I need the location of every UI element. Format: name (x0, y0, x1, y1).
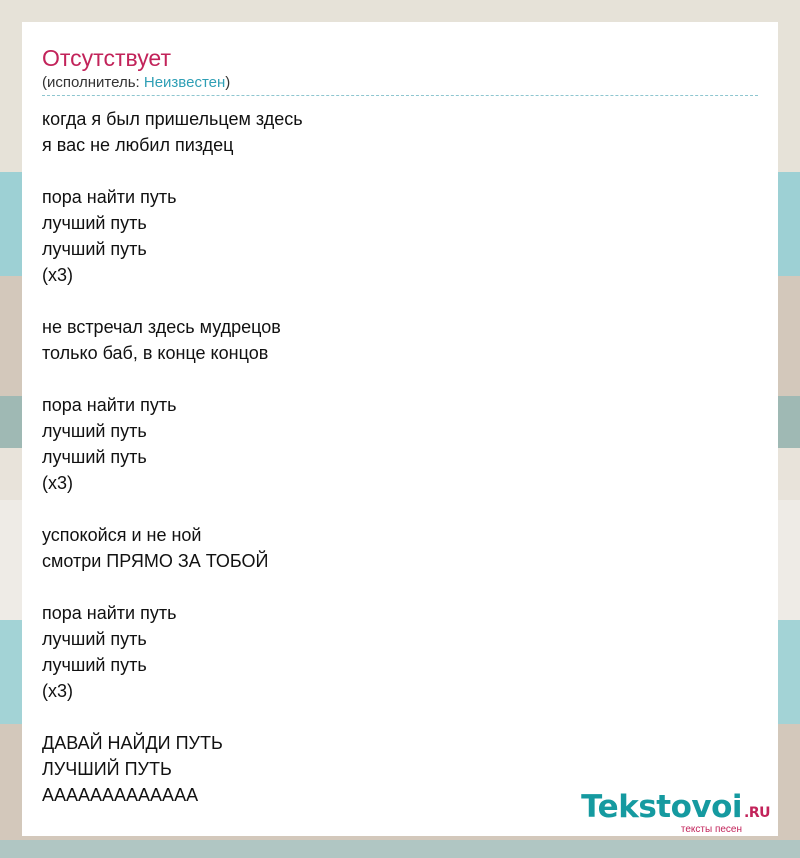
lyric-line: когда я был пришельцем здесь (42, 109, 303, 129)
lyric-line (42, 496, 758, 522)
lyric-line: лучший путь (42, 629, 147, 649)
lyric-line: лучший путь (42, 655, 147, 675)
lyric-line: пора найти путь (42, 395, 177, 415)
lyric-line (42, 288, 758, 314)
song-title: Отсутствует (42, 45, 171, 71)
lyric-line (42, 704, 758, 730)
lyric-line: (x3) (42, 473, 73, 493)
lyric-line: пора найти путь (42, 187, 177, 207)
lyric-line: лучший путь (42, 213, 147, 233)
lyric-line: лучший путь (42, 239, 147, 259)
artist-prefix: (исполнитель: (42, 74, 144, 91)
lyric-line (42, 158, 758, 184)
lyric-line (42, 574, 758, 600)
lyric-line (42, 366, 758, 392)
artist-line (42, 74, 758, 96)
lyric-line: ЛУЧШИЙ ПУТЬ (42, 759, 172, 779)
site-logo[interactable] (581, 790, 770, 836)
lyric-line: (x3) (42, 681, 73, 701)
lyric-line: успокойся и не ной (42, 525, 202, 545)
lyric-line: я вас не любил пиздец (42, 135, 234, 155)
lyric-line: ААААААААААААА (42, 785, 199, 805)
artist-suffix: ) (225, 74, 231, 91)
artist-link[interactable]: Неизвестен (143, 74, 226, 91)
lyrics-text (42, 106, 758, 808)
lyric-line: лучший путь (42, 421, 147, 441)
lyric-line: смотри ПРЯМО ЗА ТОБОЙ (42, 551, 269, 571)
logo-tagline: тексты песен (680, 824, 742, 835)
lyric-line: не встречал здесь мудрецов (42, 317, 281, 337)
logo-tld: .RU (744, 805, 770, 821)
lyric-line: только баб, в конце концов (42, 343, 269, 363)
lyrics-card (22, 22, 778, 836)
lyric-line: ДАВАЙ НАЙДИ ПУТЬ (42, 733, 223, 753)
lyric-line: лучший путь (42, 447, 147, 467)
logo-name: Tekstovoi (581, 789, 743, 825)
lyric-line: (x3) (42, 265, 73, 285)
lyric-line: пора найти путь (42, 603, 177, 623)
